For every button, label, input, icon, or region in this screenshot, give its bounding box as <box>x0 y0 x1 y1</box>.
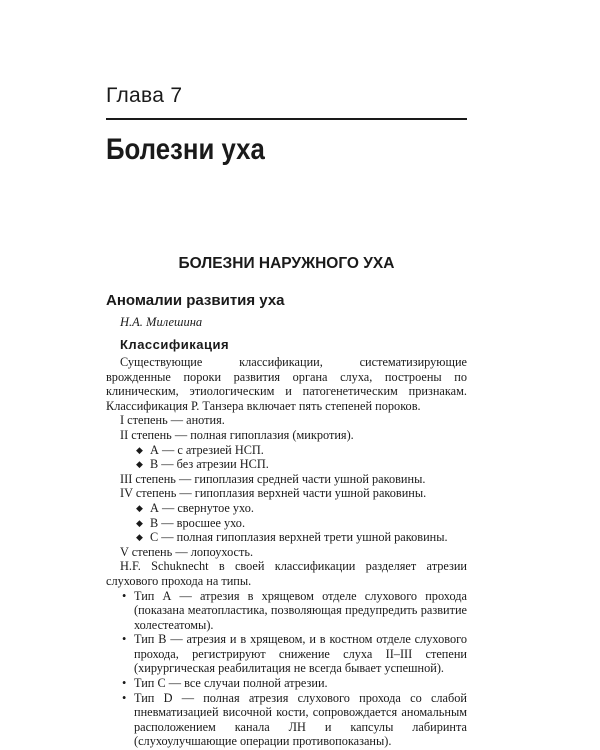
diamond-bullet-icon: ◆ <box>136 459 143 470</box>
list-item <box>106 457 467 472</box>
degree-3: III степень — гипоплазия средней части ушной раковины. <box>120 471 426 486</box>
diamond-bullet-icon: ◆ <box>136 517 143 528</box>
list-item <box>106 589 467 633</box>
degree-4-item: В — вросшее ухо. <box>150 515 246 530</box>
type-item: Тип В — атрезия и в хрящевом, и в костном отделе слухового прохода, регистрируют снижение слуха II–III степени (хирургическая реабилитация не всегда бывает успешной). <box>134 632 467 676</box>
degree-5: V степень — лопоухость. <box>120 544 254 559</box>
section-title: БОЛЕЗНИ НАРУЖНОГО УХА <box>178 255 395 272</box>
type-item: Тип А — атрезия в хрящевом отделе слухового прохода (показана меатопластика, позволяющая предупредить развитие холестеатомы). <box>134 588 467 632</box>
degree-2-item: В — без атрезии НСП. <box>150 457 269 472</box>
body-text <box>106 355 467 749</box>
type-item: Тип С — все случаи полной атрезии. <box>134 676 328 691</box>
diamond-bullet-icon: ◆ <box>136 502 143 513</box>
chapter-label: Глава 7 <box>106 84 183 107</box>
chapter-divider <box>106 118 467 120</box>
list-item <box>106 443 467 458</box>
degree-2-item: А — с атрезией НСП. <box>150 442 264 457</box>
author: Н.А. Милешина <box>120 315 203 329</box>
degree-1: I степень — анотия. <box>120 413 225 428</box>
diamond-bullet-icon: ◆ <box>136 444 143 455</box>
list-item <box>106 516 467 531</box>
subsection-title: Аномалии развития уха <box>106 292 285 309</box>
classification-heading: Классификация <box>120 337 230 352</box>
bullet-icon: • <box>122 632 127 647</box>
bullet-icon: • <box>122 588 127 603</box>
list-item <box>106 501 467 516</box>
list-item <box>106 691 467 749</box>
bullet-icon: • <box>122 676 127 691</box>
list-item <box>106 632 467 676</box>
list-item <box>106 676 467 691</box>
degree-4-item: А — свернутое ухо. <box>150 500 254 515</box>
degree-2: II степень — полная гипоплазия (микротия). <box>120 427 354 442</box>
intro-paragraph: Существующие классификации, систематизирующие врожденные пороки развития органа слуха, построены по клиническим, этиологическим и патогенетическим признакам. Классификация Р. Танзера включает пять степеней пороков. <box>106 355 467 413</box>
bullet-icon: • <box>122 690 127 705</box>
type-item: Тип D — полная атрезия слухового прохода со слабой пневматизацией височной кости, сопровождается аномальным расположением канала ЛН и капсулы лабиринта (слухоулучшающие операции противопоказаны). <box>134 690 467 749</box>
list-item <box>106 530 467 545</box>
degree-4: IV степень — гипоплазия верхней части ушной раковины. <box>120 486 427 501</box>
degree-4-item: С — полная гипоплазия верхней трети ушной раковины. <box>150 530 448 545</box>
schuknecht-paragraph: H.F. Schuknecht в своей классификации разделяет атрезии слухового прохода на типы. <box>106 559 467 588</box>
diamond-bullet-icon: ◆ <box>136 532 143 543</box>
chapter-title: Болезни уха <box>106 133 265 166</box>
